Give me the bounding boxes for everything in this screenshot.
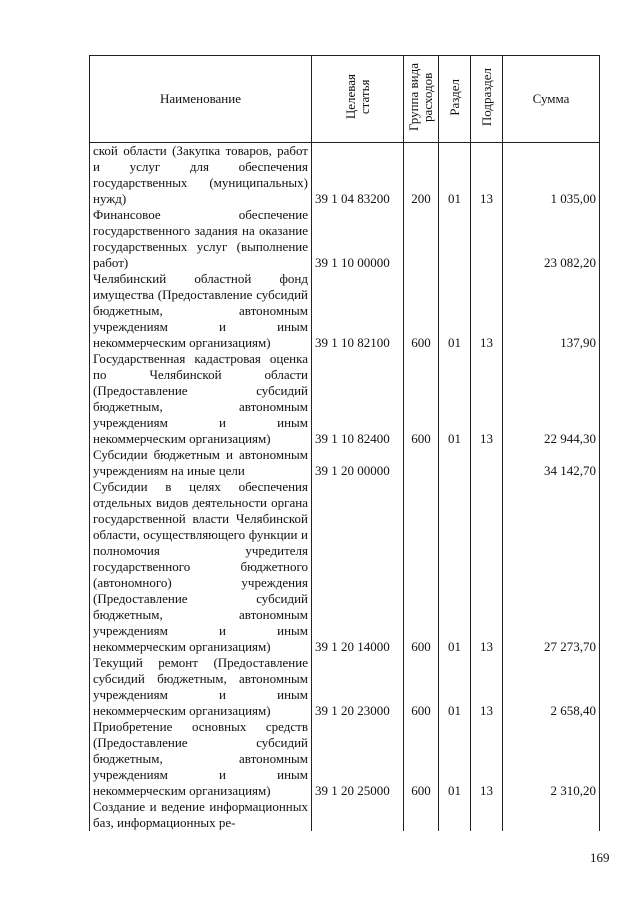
table-row [90, 479, 600, 655]
row-code: 39 1 20 14000 [312, 479, 404, 655]
row-section: 01 [439, 271, 471, 351]
row-code: 39 1 20 25000 [312, 719, 404, 799]
table-row [90, 655, 600, 719]
row-name: Субсидии бюджетным и автономным учреждениям на иные цели [90, 447, 312, 479]
row-sum [503, 799, 600, 831]
row-subsection [471, 799, 503, 831]
row-group: 600 [404, 351, 439, 447]
row-name: Челябинский областной фонд имущества (Предоставление субсидий бюджетным, автономным учреждениям и иным некоммерческим организациям) [90, 271, 312, 351]
table-header-row [90, 56, 600, 143]
row-group: 600 [404, 271, 439, 351]
header-section: Раздел [439, 56, 471, 143]
row-subsection: 13 [471, 351, 503, 447]
row-section: 01 [439, 143, 471, 208]
table-row [90, 351, 600, 447]
table-row [90, 143, 600, 208]
row-subsection: 13 [471, 271, 503, 351]
row-code: 39 1 10 00000 [312, 207, 404, 271]
row-section [439, 207, 471, 271]
row-section: 01 [439, 719, 471, 799]
row-subsection: 13 [471, 479, 503, 655]
row-sum: 27 273,70 [503, 479, 600, 655]
budget-table [89, 55, 600, 831]
table-row [90, 447, 600, 479]
row-sum: 22 944,30 [503, 351, 600, 447]
header-sum: Сумма [503, 56, 600, 143]
row-name: Создание и ведение информационных баз, информационных ре- [90, 799, 312, 831]
table-row [90, 719, 600, 799]
row-group: 600 [404, 719, 439, 799]
row-code: 39 1 20 23000 [312, 655, 404, 719]
page-number: 169 [590, 850, 610, 865]
row-name: Финансовое обеспечение государственного задания на оказание государственных услуг (выполнение работ) [90, 207, 312, 271]
table-row [90, 207, 600, 271]
row-group [404, 447, 439, 479]
row-code [312, 799, 404, 831]
row-sum: 1 035,00 [503, 143, 600, 208]
row-group: 600 [404, 479, 439, 655]
header-subsection: Подраздел [471, 56, 503, 143]
table-row [90, 799, 600, 831]
row-code: 39 1 10 82100 [312, 271, 404, 351]
row-sum: 2 310,20 [503, 719, 600, 799]
row-section: 01 [439, 655, 471, 719]
row-name: Приобретение основных средств (Предоставление субсидий бюджетным, автономным учреждениям и иным некоммерческим организациям) [90, 719, 312, 799]
row-code: 39 1 20 00000 [312, 447, 404, 479]
header-group: Группа вида расходов [404, 56, 439, 143]
row-section [439, 799, 471, 831]
header-target: Целевая статья [312, 56, 404, 143]
row-group: 200 [404, 143, 439, 208]
row-group [404, 207, 439, 271]
row-subsection [471, 207, 503, 271]
row-name: ской области (Закупка товаров, работ и услуг для обеспечения государственных (муниципальных) нужд) [90, 143, 312, 208]
row-code: 39 1 04 83200 [312, 143, 404, 208]
row-name: Текущий ремонт (Предоставление субсидий бюджетным, автономным учреждениям и иным некоммерческим организациям) [90, 655, 312, 719]
row-sum: 23 082,20 [503, 207, 600, 271]
row-group [404, 799, 439, 831]
row-subsection: 13 [471, 719, 503, 799]
row-subsection: 13 [471, 143, 503, 208]
row-section: 01 [439, 351, 471, 447]
row-section [439, 447, 471, 479]
row-name: Субсидии в целях обеспечения отдельных видов деятельности органа государственной власти Челябинской области, осуществляющего функции и полномочия учредителя государственного бюджетного (автономного) учреждения (Предоставление субсидий бюджетным, автономным учреждениям и иным некоммерческим организациям) [90, 479, 312, 655]
header-name: Наименование [90, 56, 312, 143]
table-row [90, 271, 600, 351]
row-code: 39 1 10 82400 [312, 351, 404, 447]
row-sum: 34 142,70 [503, 447, 600, 479]
row-name: Государственная кадастровая оценка по Челябинской области (Предоставление субсидий бюджетным, автономным учреждениям и иным некоммерческим организациям) [90, 351, 312, 447]
row-section: 01 [439, 479, 471, 655]
row-subsection [471, 447, 503, 479]
row-group: 600 [404, 655, 439, 719]
row-sum: 137,90 [503, 271, 600, 351]
row-subsection: 13 [471, 655, 503, 719]
row-sum: 2 658,40 [503, 655, 600, 719]
